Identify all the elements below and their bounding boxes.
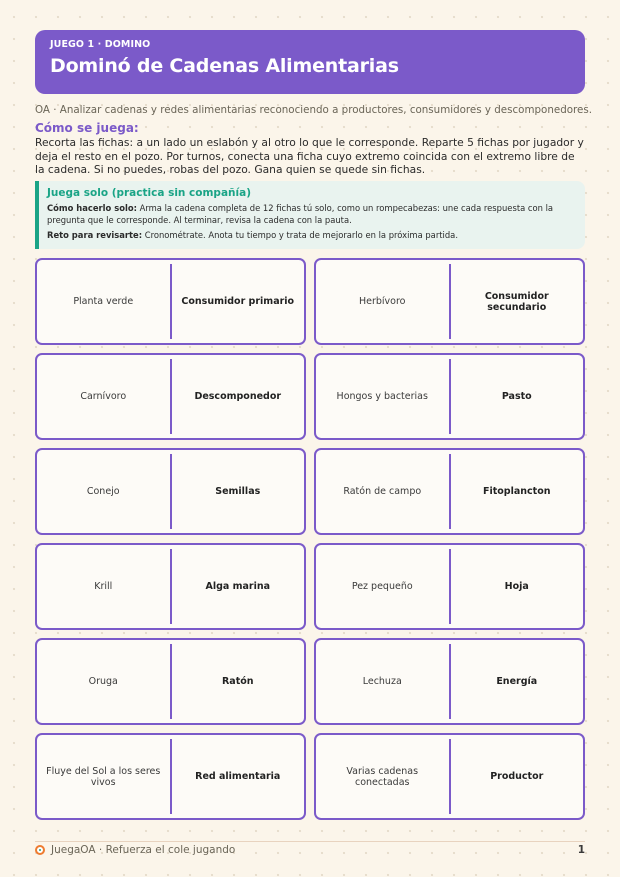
card-right-text: Pasto — [501, 391, 532, 402]
card-right-text: Ratón — [221, 676, 254, 687]
domino-card — [314, 733, 585, 820]
learning-objective: OA · Analizar cadenas y redes alimentarias reconociendo a productores, consumidores y descomponedores. — [35, 104, 593, 116]
domino-cards-grid — [35, 258, 585, 820]
card-right-text: Consumidor secundario — [484, 290, 549, 313]
solo-how-label: Cómo hacerlo solo: — [47, 203, 137, 213]
card-right-text: Fitoplancton — [482, 486, 551, 497]
domino-card — [314, 543, 585, 630]
card-right-text: Energía — [496, 676, 538, 687]
domino-card — [35, 353, 306, 440]
how-to-heading: Cómo se juega: — [35, 121, 139, 135]
card-left-text: Ratón de campo — [343, 486, 422, 497]
domino-card — [35, 543, 306, 630]
card-right-text: Alga marina — [205, 581, 271, 592]
card-right-text: Consumidor primario — [181, 296, 295, 307]
game-tag: JUEGO 1 · DOMINO — [50, 39, 151, 50]
game-header — [35, 30, 585, 94]
card-left-text: Krill — [94, 581, 113, 592]
card-left-text: Oruga — [88, 676, 118, 687]
card-right-text: Semillas — [215, 486, 261, 497]
page-number: 1 — [577, 844, 585, 856]
brand-name: JuegaOA — [51, 844, 96, 856]
card-left-text: Fluye del Sol a los seres vivos — [46, 765, 161, 788]
solo-how-text: Arma la cadena completa de 12 fichas tú solo, como un rompecabezas: une cada respuesta con la pregunta que le corresponde. Al terminar, revisa la cadena con la pauta. — [47, 203, 554, 225]
card-left-text: Herbívoro — [358, 296, 406, 307]
card-right-text: Hoja — [504, 581, 529, 592]
domino-card — [35, 448, 306, 535]
solo-title: Juega solo (practica sin compañía) — [47, 187, 251, 199]
page-title: Dominó de Cadenas Alimentarias — [50, 55, 399, 77]
card-right-text: Red alimentaria — [195, 771, 281, 782]
footer-brand — [51, 844, 235, 856]
domino-card — [35, 733, 306, 820]
card-left-text: Lechuza — [362, 676, 402, 687]
solo-challenge-text: Cronométrate. Anota tu tiempo y trata de mejorarlo en la próxima partida. — [142, 230, 458, 240]
card-left-text: Hongos y bacterias — [336, 391, 428, 402]
card-right-text: Productor — [490, 771, 544, 782]
brand-tagline: · Refuerza el cole jugando — [95, 844, 236, 856]
card-left-text: Conejo — [86, 486, 120, 497]
domino-card — [35, 258, 306, 345]
domino-card — [314, 448, 585, 535]
solo-challenge-label: Reto para revisarte: — [47, 230, 143, 240]
domino-card — [314, 353, 585, 440]
card-left-text: Planta verde — [73, 296, 134, 307]
domino-card — [314, 638, 585, 725]
card-left-text: Carnívoro — [80, 391, 127, 402]
domino-card — [35, 638, 306, 725]
solo-play-box — [35, 181, 585, 249]
card-left-text: Varias cadenas conectadas — [346, 765, 419, 788]
card-left-text: Pez pequeño — [351, 581, 413, 592]
page-footer — [35, 841, 585, 862]
solo-how-paragraph — [47, 202, 575, 226]
card-right-text: Descomponedor — [194, 391, 282, 402]
how-to-text: Recorta las fichas: a un lado un eslabón y al otro lo que le corresponde. Reparte 5 fichas por jugador y deja el resto en el pozo. Por turnos, conecta una ficha cuyo extremo coincida con el extremo libre de la cadena. Si no puedes, robas del pozo. Gana quien se quede sin fichas. — [35, 136, 584, 176]
brand-logo-icon — [35, 845, 45, 855]
domino-card — [314, 258, 585, 345]
solo-challenge-paragraph — [47, 229, 575, 241]
